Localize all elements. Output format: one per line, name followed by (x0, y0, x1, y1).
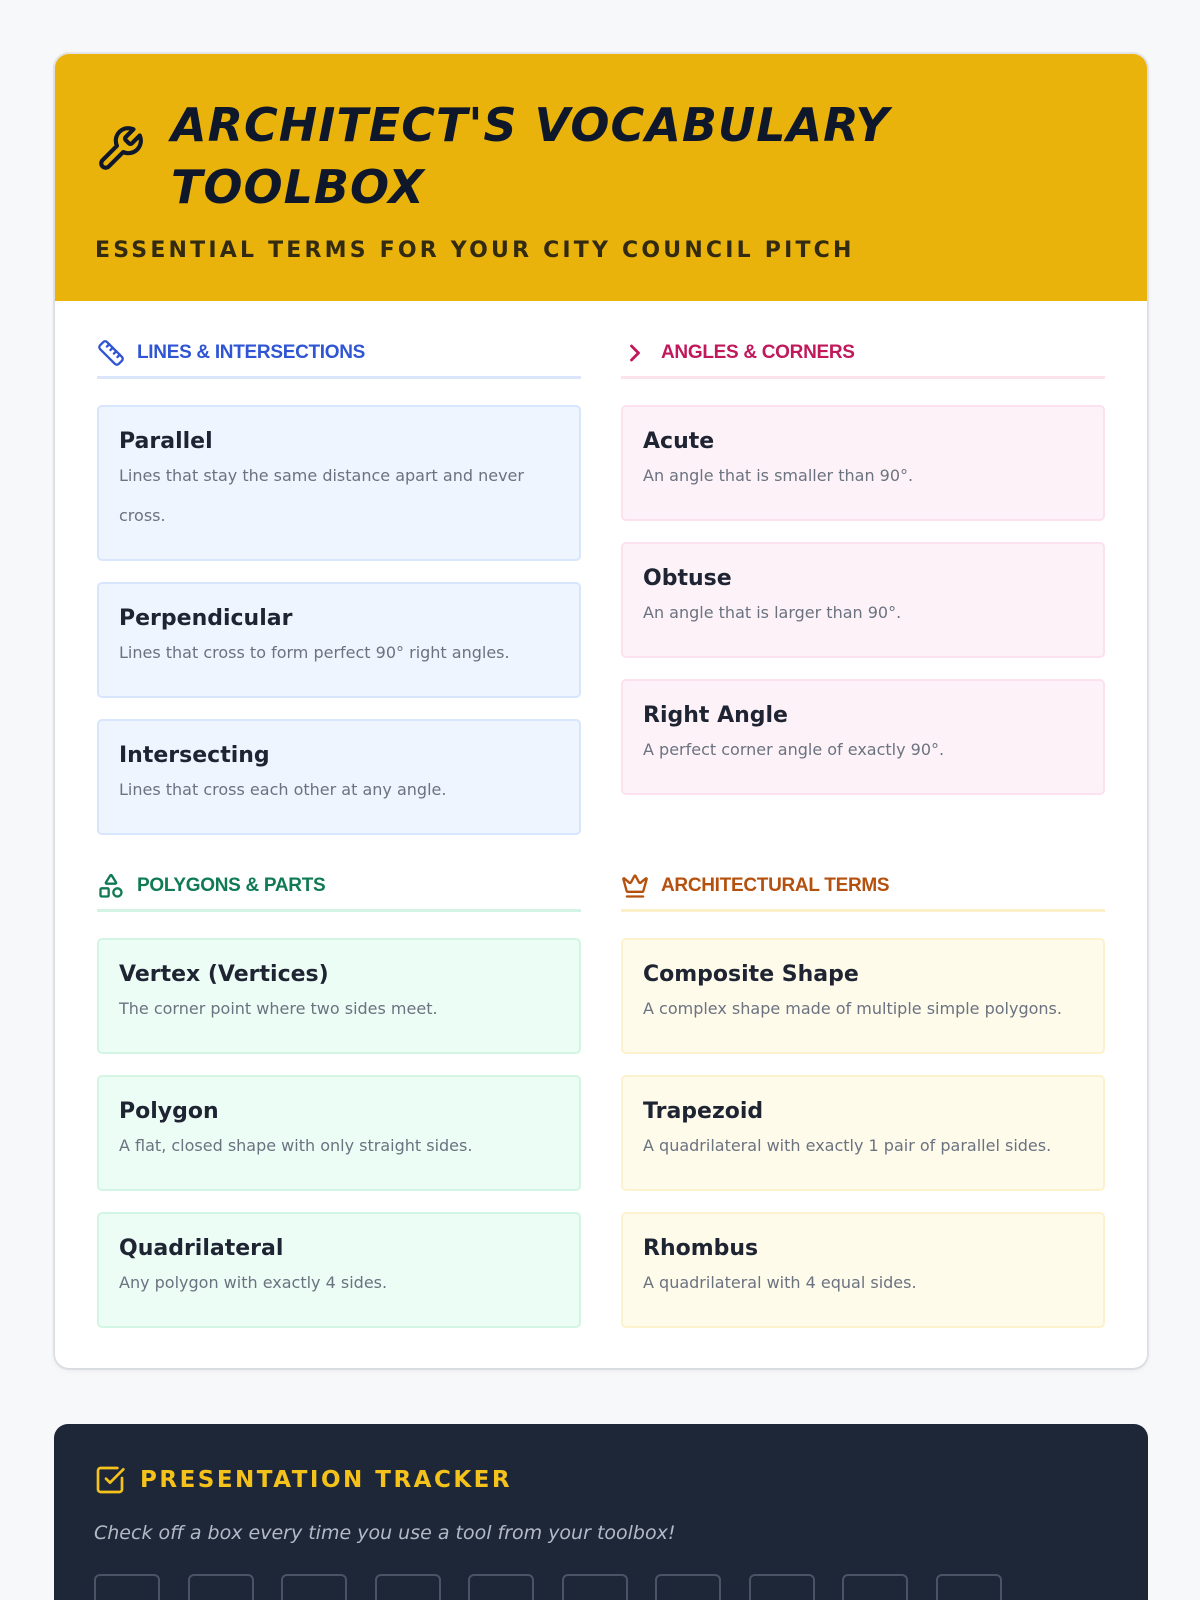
term-card-perpendicular (97, 582, 581, 698)
page-subtitle: ESSENTIAL TERMS FOR YOUR CITY COUNCIL PITCH (95, 238, 855, 263)
term-name: Intersecting (119, 743, 270, 768)
header-title-row (95, 94, 1107, 218)
tracker-header (94, 1464, 1108, 1496)
term-name: Obtuse (643, 566, 732, 591)
term-name: Right Angle (643, 703, 788, 728)
term-definition: Lines that cross to form perfect 90° right angles. (119, 643, 510, 662)
presentation-tracker-card (54, 1424, 1148, 1600)
term-card-quadrilateral (97, 1212, 581, 1328)
term-card-intersecting (97, 719, 581, 835)
tracker-checkbox[interactable] (281, 1574, 347, 1600)
section-polygons-parts (97, 870, 581, 1292)
term-definition: The corner point where two sides meet. (119, 999, 438, 1018)
term-card-trapezoid (621, 1075, 1105, 1191)
tracker-checkbox[interactable] (562, 1574, 628, 1600)
term-definition: A flat, closed shape with only straight sides. (119, 1136, 473, 1155)
section-lines-intersections (97, 337, 581, 799)
tracker-checkbox[interactable] (936, 1574, 1002, 1600)
term-card-polygon (97, 1075, 581, 1191)
term-name: Trapezoid (643, 1099, 764, 1124)
term-definition: A complex shape made of multiple simple polygons. (643, 999, 1062, 1018)
term-definition: Any polygon with exactly 4 sides. (119, 1273, 388, 1292)
tracker-instructions: Check off a box every time you use a tool from your toolbox! (94, 1522, 676, 1544)
tracker-checkbox[interactable] (842, 1574, 908, 1600)
section-angles-corners (621, 337, 1105, 759)
term-name: Acute (643, 429, 715, 454)
tracker-checkbox[interactable] (749, 1574, 815, 1600)
term-definition: A quadrilateral with 4 equal sides. (643, 1273, 917, 1292)
crown-icon (621, 872, 649, 900)
term-card-composite-shape (621, 938, 1105, 1054)
term-card-vertex (97, 938, 581, 1054)
shapes-icon (97, 872, 125, 900)
section-title: POLYGONS & PARTS (137, 874, 326, 896)
term-definition: An angle that is larger than 90°. (643, 603, 902, 622)
term-card-parallel (97, 405, 581, 561)
tracker-checkbox[interactable] (655, 1574, 721, 1600)
term-definition: An angle that is smaller than 90°. (643, 466, 914, 485)
section-title: ANGLES & CORNERS (661, 341, 855, 363)
vocabulary-toolbox-card (55, 54, 1147, 1368)
term-name: Polygon (119, 1099, 219, 1124)
term-definition: A quadrilateral with exactly 1 pair of parallel sides. (643, 1136, 1052, 1155)
tracker-checkbox-row (94, 1574, 1108, 1600)
tracker-checkbox[interactable] (94, 1574, 160, 1600)
section-title: LINES & INTERSECTIONS (137, 341, 366, 363)
term-definition: A perfect corner angle of exactly 90°. (643, 740, 945, 759)
term-definition: Lines that cross each other at any angle. (119, 780, 447, 799)
term-card-rhombus (621, 1212, 1105, 1328)
toolbox-header (55, 54, 1147, 301)
tracker-checkbox[interactable] (468, 1574, 534, 1600)
tracker-checkbox[interactable] (188, 1574, 254, 1600)
checkbox-icon (94, 1464, 126, 1496)
section-title: ARCHITECTURAL TERMS (661, 874, 890, 896)
chevron-right-icon (621, 339, 649, 367)
term-card-obtuse (621, 542, 1105, 658)
section-header (621, 870, 1105, 912)
term-name: Parallel (119, 429, 213, 454)
ruler-icon (97, 339, 125, 367)
term-name: Vertex (Vertices) (119, 962, 329, 987)
wrench-icon (95, 124, 145, 174)
tracker-checkbox[interactable] (375, 1574, 441, 1600)
term-definition: Lines that stay the same distance apart and never cross. (119, 466, 524, 525)
page-title: ARCHITECT'S VOCABULARY TOOLBOX (171, 98, 890, 214)
term-name: Composite Shape (643, 962, 859, 987)
tracker-title: PRESENTATION TRACKER (140, 1467, 513, 1493)
section-header (97, 870, 581, 912)
term-card-right-angle (621, 679, 1105, 795)
term-name: Perpendicular (119, 606, 293, 631)
term-name: Rhombus (643, 1236, 759, 1261)
term-card-acute (621, 405, 1105, 521)
section-header (621, 337, 1105, 379)
section-header (97, 337, 581, 379)
term-name: Quadrilateral (119, 1236, 284, 1261)
section-architectural-terms (621, 870, 1105, 1292)
